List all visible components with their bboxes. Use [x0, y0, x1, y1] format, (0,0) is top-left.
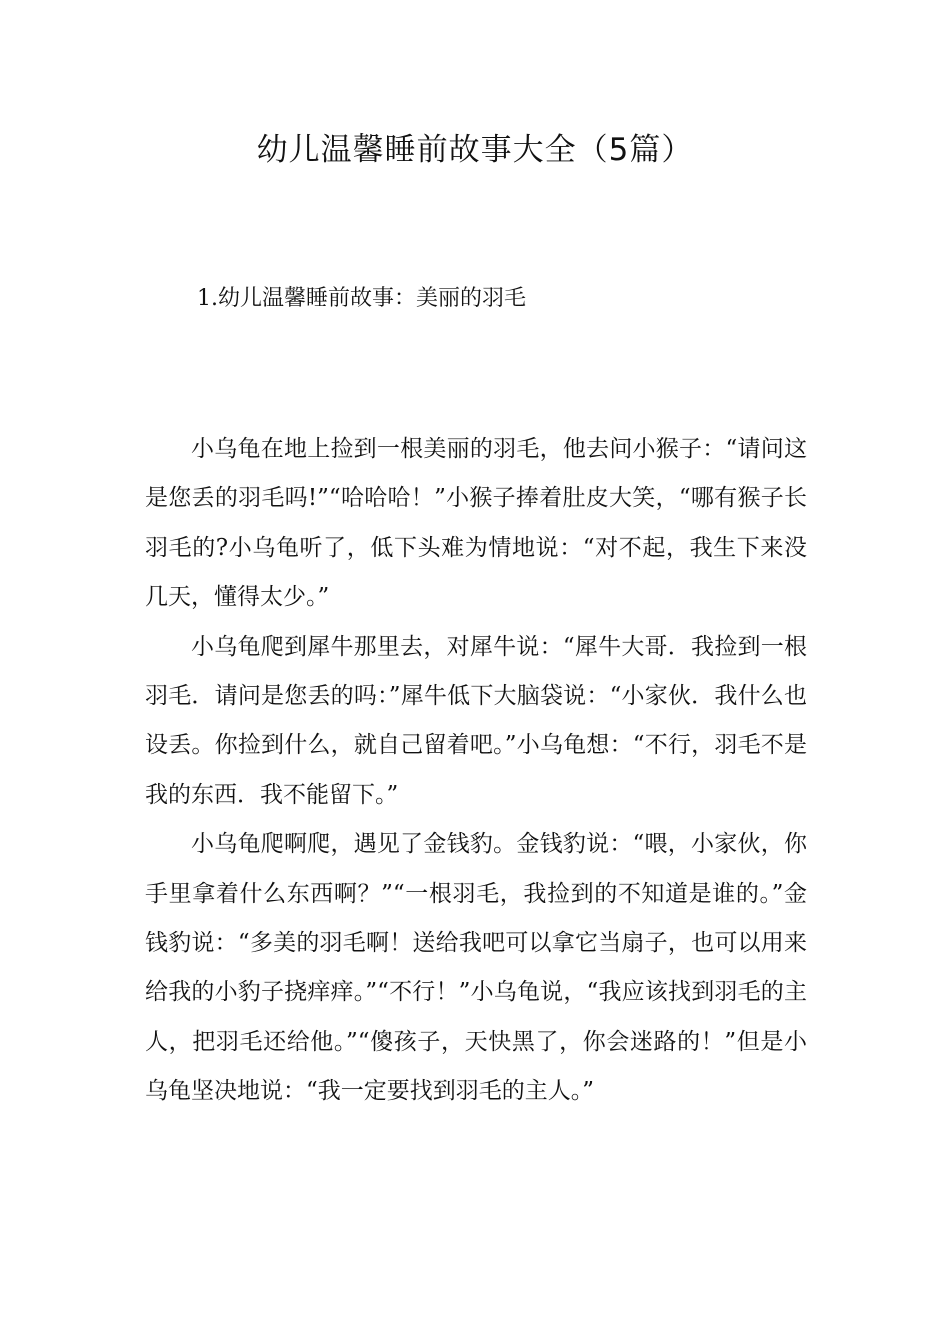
- document-title: 幼儿温馨睡前故事大全（5篇）: [256, 132, 694, 168]
- paragraph-1: 小乌龟在地上捡到一根美丽的羽毛，他去问小猴子：“请问这是您丢的羽毛吗!”“哈哈哈！”小猴子捧着肚皮大笑，“哪有猴子长羽毛的?小乌龟听了，低下头难为情地说：“对不起，我生下来没几天，懂得太少。”: [145, 436, 807, 611]
- paragraph-3: 小乌龟爬啊爬，遇见了金钱豹。金钱豹说：“喂，小家伙，你手里拿着什么东西啊？”“一根羽毛，我捡到的不知道是谁的。”金钱豹说：“多美的羽毛啊！送给我吧可以拿它当扇子，也可以用来给我的小豹子挠痒痒。”“不行！”小乌龟说，“我应该找到羽毛的主人，把羽毛还给他。”“傻孩子，天快黑了，你会迷路的！”但是小乌龟坚决地说：“我一定要找到羽毛的主人。”: [145, 831, 807, 1105]
- story-body: [145, 425, 807, 1117]
- paragraph-2: 小乌龟爬到犀牛那里去，对犀牛说：“犀牛大哥．我捡到一根羽毛．请问是您丢的吗：”犀牛低下大脑袋说：“小家伙．我什么也设丢。你捡到什么，就自己留着吧。”小乌龟想：“不行，羽毛不是我的东西．我不能留下。”: [145, 633, 807, 808]
- section-heading: 1.幼儿温馨睡前故事：美丽的羽毛: [197, 286, 526, 311]
